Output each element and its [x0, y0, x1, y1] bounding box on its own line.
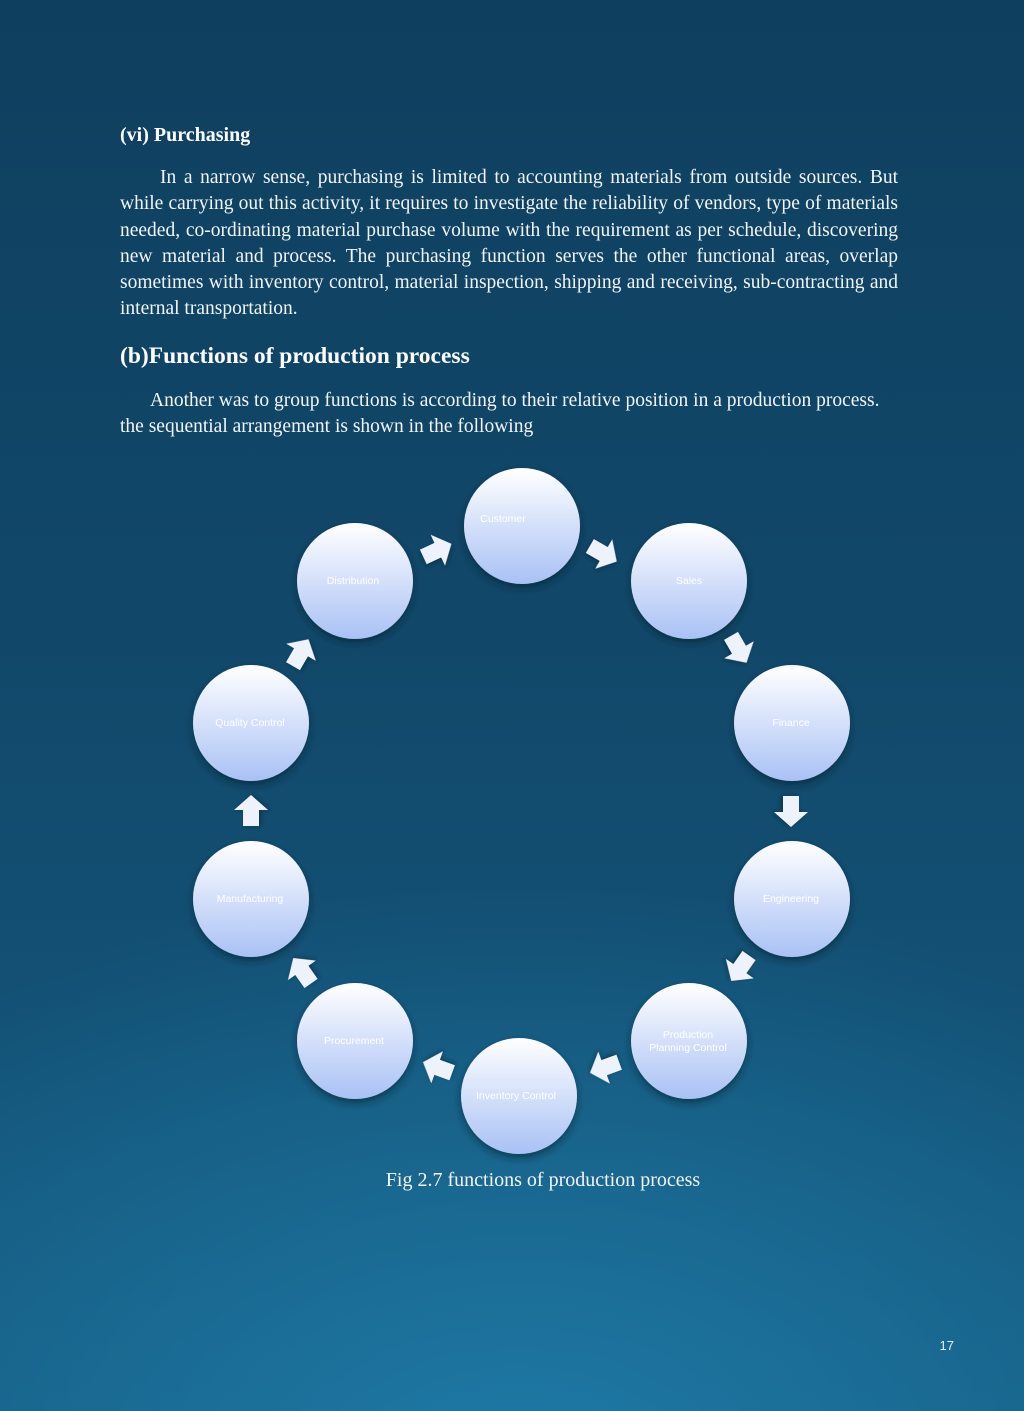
node-label: Distribution	[326, 575, 380, 587]
flow-arrow-sales-to-finance	[716, 627, 761, 671]
flow-arrow-distribution-to-customer	[416, 528, 458, 572]
node-label: Sales	[675, 575, 703, 587]
node-label: Inventory Control	[476, 1090, 556, 1102]
node-finance	[734, 665, 850, 781]
flow-arrow-manufacturing-to-quality	[234, 795, 268, 826]
node-label: Customer	[480, 513, 526, 525]
node-manufacturing	[193, 841, 309, 957]
flow-arrow-quality-to-distribution	[278, 631, 323, 675]
node-label-line2: Planning Control	[649, 1042, 727, 1054]
flow-arrow-inventory-to-procurement	[417, 1046, 458, 1089]
flow-arrow-planning-to-inventory	[584, 1046, 625, 1089]
flow-arrow-procurement-to-manufacturing	[279, 948, 325, 993]
subsection-heading: (b)Functions of production process	[120, 343, 470, 369]
node-label: Finance	[772, 717, 810, 729]
node-label: Manufacturing	[216, 893, 284, 905]
figure-caption: Fig 2.7 functions of production process	[385, 1169, 701, 1191]
node-label: Procurement	[323, 1035, 385, 1047]
node-label: Quality Control	[215, 717, 285, 729]
node-production-planning-control	[631, 983, 747, 1099]
flow-arrow-finance-to-engineering	[774, 796, 808, 827]
node-label: Engineering	[762, 893, 820, 905]
flow-arrow-engineering-to-planning	[717, 946, 763, 991]
node-customer	[464, 468, 580, 584]
node-inventory-control	[461, 1038, 577, 1154]
node-distribution	[297, 523, 413, 639]
production-process-paragraph: Another was to group functions is according to their relative position in a production process. the sequential arrangement is shown in the following	[120, 390, 880, 438]
purchasing-paragraph: In a narrow sense, purchasing is limited to accounting materials from outside sources. But while carrying out this activity, it requires to investigate the reliability of vendors, type of materials needed, co-ordinating material purchase volume with the requirement as per schedule, discovering new material and process. The purchasing function serves the other functional areas, overlap sometimes with inventory control, material inspection, shipping and receiving, sub-contracting and internal transportation.	[120, 167, 898, 320]
node-label-line1: Production	[662, 1029, 714, 1041]
node-procurement	[297, 983, 413, 1099]
node-quality-control	[193, 665, 309, 781]
page-number: 17	[939, 1338, 954, 1353]
node-engineering	[734, 841, 850, 957]
node-sales	[631, 523, 747, 639]
flow-arrow-customer-to-sales	[581, 531, 625, 576]
section-heading: (vi) Purchasing	[120, 124, 251, 146]
